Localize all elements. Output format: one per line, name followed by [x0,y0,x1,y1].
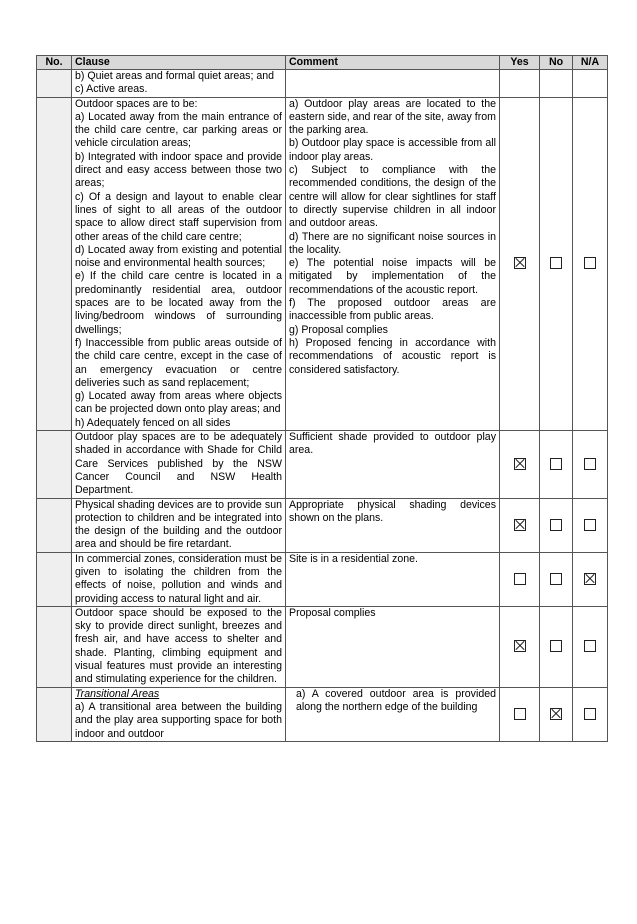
comment-cell [286,552,500,606]
header-comment: Comment [286,56,500,70]
clause-line: f) Inaccessible from public areas outside of the child care centre, except in the case of an emergency evacuation or centre deliveries such as sand replacement; [75,336,282,389]
clause-cell [72,498,286,552]
clause-cell [72,606,286,687]
comment-cell [286,606,500,687]
comment-cell [286,97,500,430]
comment-line: h) Proposed fencing in accordance with recommendations of acoustic report is considered satisfactory. [289,336,496,376]
yes-cell [500,70,540,98]
clause-cell [72,431,286,498]
compliance-table [36,55,608,742]
comment-cell [286,687,500,741]
na-checkbox[interactable] [584,708,596,720]
table-row [37,97,608,430]
comment-line: a) A covered outdoor area is provided along the northern edge of the building [296,687,496,713]
no-cell [540,97,573,430]
na-checkbox[interactable] [584,640,596,652]
row-number-cell [37,498,72,552]
no-cell [540,606,573,687]
no-cell [540,498,573,552]
yes-cell [500,687,540,741]
table-row [37,498,608,552]
header-row [37,56,608,70]
no-checkbox[interactable] [550,458,562,470]
header-no: No. [37,56,72,70]
clause-line: c) Active areas. [75,83,148,96]
row-number-cell [37,70,72,98]
comment-line: c) Subject to compliance with the recommended conditions, the design of the centre will allow for clear sightlines for staff to directly supervise children in all indoor and outdoor areas. [289,164,496,230]
comment-line: b) Outdoor play space is accessible from all indoor play areas. [289,137,496,163]
clause-cell [72,70,286,98]
clause-line: Outdoor spaces are to be: [75,97,198,110]
clause-line: a) A transitional area between the building and the play area supporting space for both indoor and outdoor [75,700,282,740]
comment-line: d) There are no significant noise sources in the locality. [289,230,496,256]
na-cell [573,687,608,741]
row-number-cell [37,552,72,606]
row-number-cell [37,687,72,741]
yes-checkbox[interactable] [514,519,526,531]
table-row [37,606,608,687]
yes-checkbox[interactable] [514,458,526,470]
clause-line: Physical shading devices are to provide sun protection to children and be integrated into the design of the building and the outdoor area and should be fire retardant. [75,498,282,551]
comment-cell [286,431,500,498]
yes-cell [500,498,540,552]
yes-checkbox[interactable] [514,573,526,585]
no-cell [540,552,573,606]
comment-line: g) Proposal complies [289,323,388,336]
na-checkbox[interactable] [584,519,596,531]
na-cell [573,606,608,687]
header-clause: Clause [72,56,286,70]
clause-line: a) Located away from the main entrance of the child care centre, car parking areas or vehicle circulation areas; [75,110,282,150]
clause-cell [72,687,286,741]
clause-cell [72,97,286,430]
na-cell [573,70,608,98]
clause-line: d) Located away from existing and potential noise and environmental health sources; [75,243,282,270]
clause-line: c) Of a design and layout to enable clear lines of sight to all areas of the outdoor space to allow direct staff supervision from other areas of the child care centre; [75,190,282,243]
no-cell [540,70,573,98]
header-na: N/A [573,56,608,70]
comment-line: f) The proposed outdoor areas are inaccessible from public areas. [289,297,496,323]
clause-line: e) If the child care centre is located in a predominantly residential area, outdoor spaces are to be located away from the living/bedroom windows of surrounding dwellings; [75,270,282,336]
section-heading: Transitional Areas [75,687,160,700]
clause-line: g) Located away from areas where objects can be projected down onto play areas; and [75,390,282,416]
yes-checkbox[interactable] [514,640,526,652]
no-checkbox[interactable] [550,573,562,585]
na-checkbox[interactable] [584,458,596,470]
yes-cell [500,97,540,430]
yes-cell [500,606,540,687]
comment-cell [286,70,500,98]
no-checkbox[interactable] [550,640,562,652]
comment-line: e) The potential noise impacts will be mitigated by implementation of the recommendations of the acoustic report. [289,257,496,296]
clause-line: Outdoor play spaces are to be adequately shaded in accordance with Shade for Child Care Services published by the NSW Cancer Council and NSW Health Department. [75,431,282,497]
row-number-cell [37,606,72,687]
yes-checkbox[interactable] [514,257,526,269]
clause-line: b) Integrated with indoor space and provide direct and easy access between those two areas; [75,150,282,190]
no-cell [540,431,573,498]
header-no-col: No [540,56,573,70]
table-row [37,552,608,606]
comment-cell [286,498,500,552]
no-checkbox[interactable] [550,519,562,531]
comment-line: a) Outdoor play areas are located to the eastern side, and rear of the site, away from the parking area. [289,97,496,137]
comment-line: Proposal complies [289,606,376,619]
comment-line: Site is in a residential zone. [289,552,418,565]
header-yes: Yes [500,56,540,70]
yes-cell [500,431,540,498]
clause-line: In commercial zones, consideration must be given to isolating the children from the effects of noise, pollution and winds and providing access to natural light and air. [75,552,282,605]
yes-cell [500,552,540,606]
na-cell [573,97,608,430]
na-cell [573,498,608,552]
na-checkbox[interactable] [584,573,596,585]
no-checkbox[interactable] [550,708,562,720]
yes-checkbox[interactable] [514,708,526,720]
table-row [37,687,608,741]
row-number-cell [37,431,72,498]
comment-line: Appropriate physical shading devices shown on the plans. [289,498,496,524]
na-cell [573,552,608,606]
table-row [37,431,608,498]
row-number-cell [37,97,72,430]
clause-line: h) Adequately fenced on all sides [75,416,231,429]
table-row [37,70,608,98]
clause-line: b) Quiet areas and formal quiet areas; and [75,70,275,82]
no-checkbox[interactable] [550,257,562,269]
no-cell [540,687,573,741]
comment-line: Sufficient shade provided to outdoor play area. [289,431,496,457]
clause-cell [72,552,286,606]
na-checkbox[interactable] [584,257,596,269]
na-cell [573,431,608,498]
clause-line: Outdoor space should be exposed to the sky to provide direct sunlight, breezes and fresh air, and have access to shelter and shade. Planting, climbing equipment and visual features must provide an interesting and stimulating experience for the children. [75,606,282,686]
